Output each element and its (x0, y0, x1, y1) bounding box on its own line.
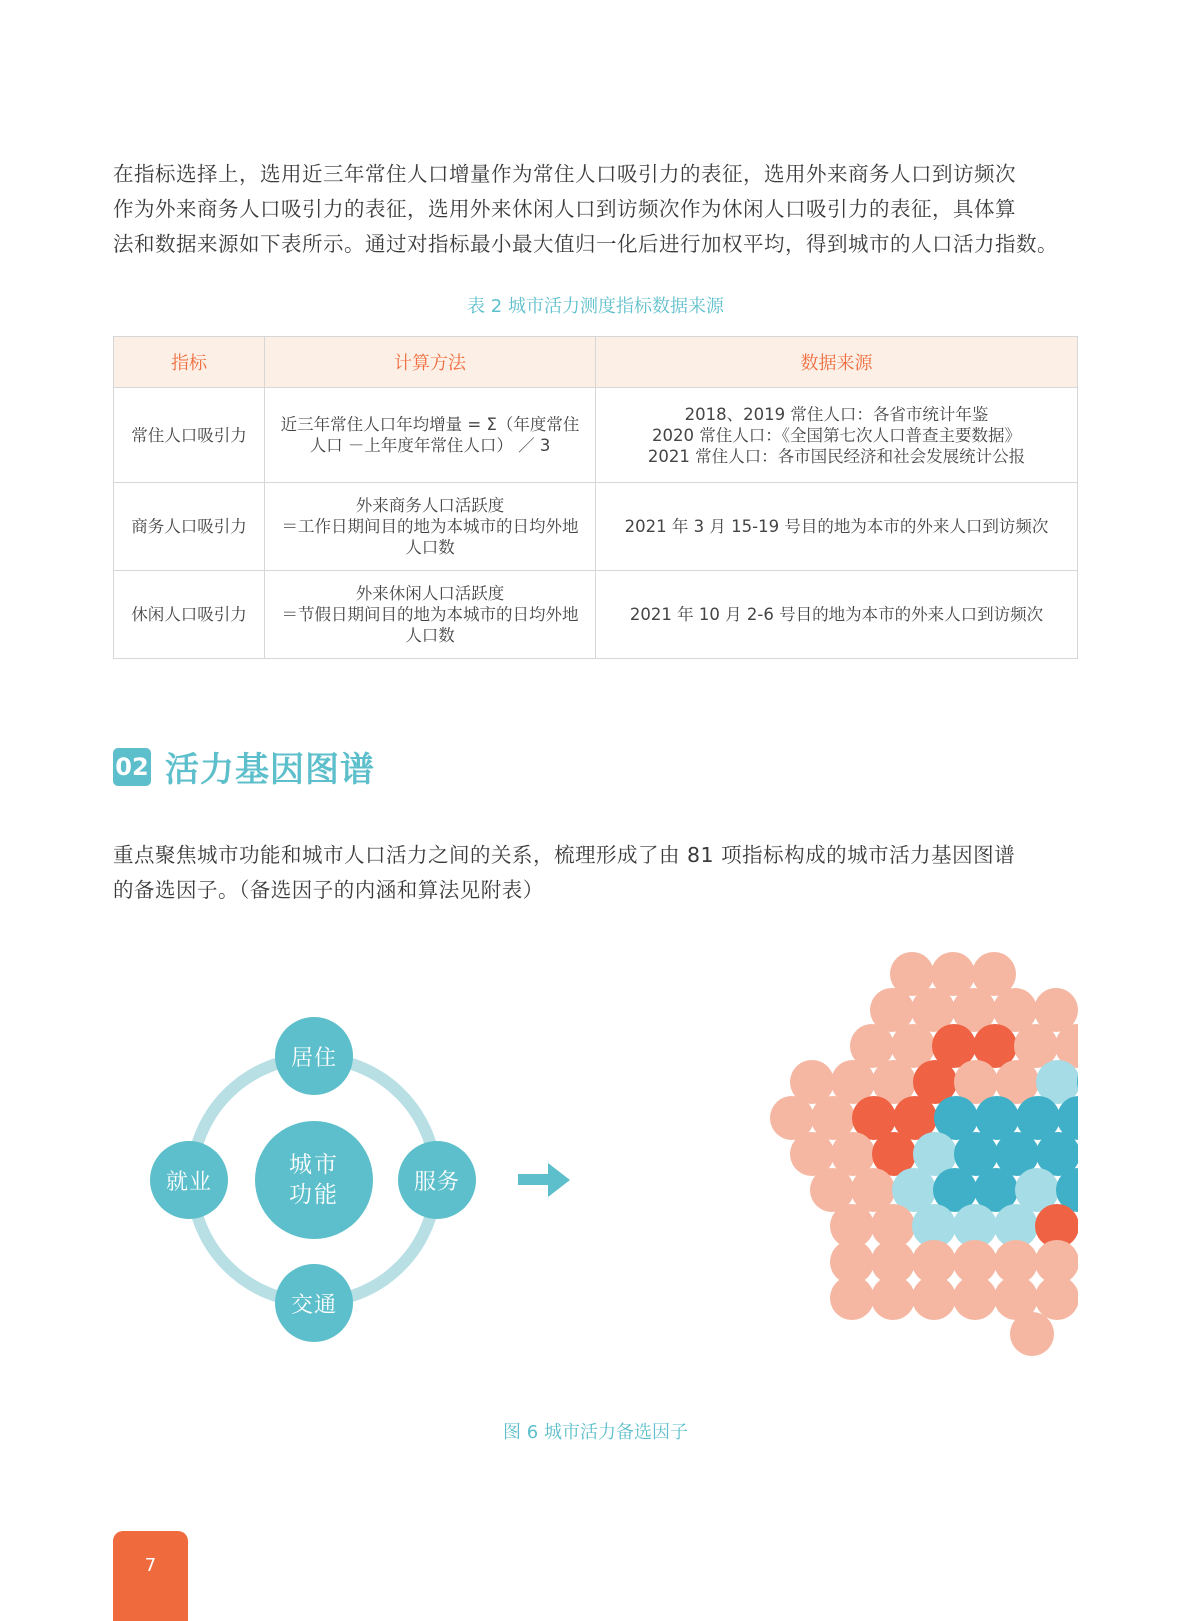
factor-bubble (953, 1276, 997, 1320)
method-cell (265, 571, 596, 659)
table-header-row (114, 337, 1078, 388)
method-line: 外来商务人口活跃度 (355, 496, 505, 515)
method-line: 人口 －上年度年常住人口） ／ 3 (309, 436, 551, 455)
source-cell: 2021 年 3 月 15-19 号目的地为本市的外来人口到访频次 (596, 483, 1078, 571)
page-number-tab (113, 1531, 188, 1621)
table-row (114, 483, 1078, 571)
intro-line: 作为外来商务人口吸引力的表征，选用外来休闲人口到访频次作为休闲人口吸引力的表征，具体算 (113, 197, 1016, 221)
center-label: 城市 (289, 1152, 339, 1178)
method-line: 人口数 (405, 626, 455, 645)
body-paragraph (113, 838, 1078, 908)
intro-paragraph (113, 157, 1078, 262)
node-employment: 就业 (150, 1141, 228, 1219)
intro-line: 法和数据来源如下表所示。通过对指标最小最大值归一化后进行加权平均，得到城市的人口活力指数。 (113, 232, 1058, 256)
data-source-table (113, 336, 1078, 659)
node-transport: 交通 (275, 1264, 353, 1342)
node-service: 服务 (398, 1141, 476, 1219)
center-node (255, 1121, 373, 1239)
table-row (114, 571, 1078, 659)
section-heading (113, 742, 375, 791)
header-source: 数据来源 (596, 337, 1078, 388)
page-number: 7 (144, 1555, 157, 1576)
source-line: 2021 常住人口：各市国民经济和社会发展统计公报 (647, 446, 1026, 466)
source-line: 2018、2019 常住人口：各省市统计年鉴 (684, 404, 989, 424)
factor-bubble (830, 1276, 874, 1320)
indicator-cell: 常住人口吸引力 (114, 388, 265, 483)
source-cell (596, 388, 1078, 483)
body-line: 的备选因子。（备选因子的内涵和算法见附表） (113, 878, 544, 902)
factor-bubble (1035, 1276, 1078, 1320)
factor-bubble (912, 1276, 956, 1320)
method-line: 近三年常住人口年均增量 = Σ（年度常住 (280, 415, 580, 434)
factor-bubble (1010, 1312, 1054, 1356)
section-title: 活力基因图谱 (165, 750, 375, 790)
section-number-badge: 02 (113, 748, 151, 786)
source-line: 2020 常住人口：《全国第七次人口普查主要数据》 (652, 425, 1021, 445)
node-housing: 居住 (275, 1017, 353, 1095)
method-line: 人口数 (405, 538, 455, 557)
center-label: 功能 (289, 1182, 339, 1208)
method-cell (265, 483, 596, 571)
body-line: 重点聚焦城市功能和城市人口活力之间的关系，梳理形成了由 81 项指标构成的城市活力基因图谱 (113, 843, 1016, 867)
table-caption: 表 2 城市活力测度指标数据来源 (467, 296, 724, 317)
arrow-right-icon (518, 1163, 570, 1197)
source-cell: 2021 年 10 月 2-6 号目的地为本市的外来人口到访频次 (596, 571, 1078, 659)
method-cell (265, 388, 596, 483)
method-line: 外来休闲人口活跃度 (355, 584, 505, 603)
intro-line: 在指标选择上，选用近三年常住人口增量作为常住人口吸引力的表征，选用外来商务人口到访频次 (113, 162, 1016, 186)
method-line: ＝节假日期间目的地为本城市的日均外地 (281, 605, 579, 624)
header-method: 计算方法 (265, 337, 596, 388)
header-indicator: 指标 (114, 337, 265, 388)
indicator-cell: 休闲人口吸引力 (114, 571, 265, 659)
candidate-factor-honeycomb (760, 940, 1078, 1380)
table-row (114, 388, 1078, 483)
factor-bubble (871, 1276, 915, 1320)
method-line: ＝工作日期间目的地为本城市的日均外地 (281, 517, 579, 536)
figure-caption: 图 6 城市活力备选因子 (503, 1422, 688, 1443)
indicator-cell: 商务人口吸引力 (114, 483, 265, 571)
